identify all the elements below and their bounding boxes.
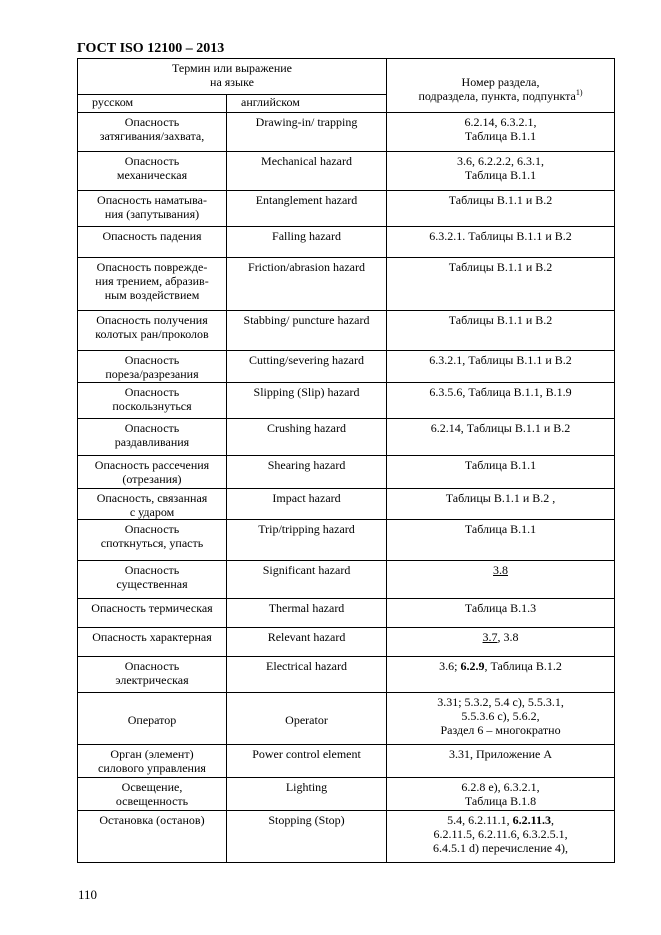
russian-term xyxy=(78,745,227,778)
russian-term xyxy=(78,419,227,456)
cell-line: колотых ран/проколов xyxy=(95,327,209,341)
section-reference xyxy=(387,227,615,258)
cell-line: Раздел 6 – многократно xyxy=(440,723,561,737)
section-number-header-text: подраздела, пункта, подпункта xyxy=(418,88,576,103)
cell-line: Crushing hazard xyxy=(267,421,346,435)
cell-line: 6.2.11.5, 6.2.11.6, 6.3.2.5.1, xyxy=(433,827,568,841)
cell-line: Опасность xyxy=(124,522,180,536)
cell-line: 6.4.5.1 d) перечисление 4), xyxy=(432,841,569,855)
cell-line: Таблица В.1.3 xyxy=(464,601,537,615)
cell-line: 6.3.5.6, Таблица В.1.1, В.1.9 xyxy=(429,385,572,399)
english-term xyxy=(227,191,387,227)
section-reference xyxy=(387,628,615,657)
section-number-header-line1: Номер раздела, xyxy=(461,74,540,89)
cell-line: Significant hazard xyxy=(262,563,351,577)
ref-line xyxy=(389,659,612,673)
russian-term xyxy=(78,191,227,227)
table-row xyxy=(78,628,615,657)
russian-term xyxy=(78,561,227,599)
english-term xyxy=(227,520,387,561)
section-reference xyxy=(387,419,615,456)
table-row xyxy=(78,561,615,599)
cell-line: 5.5.3.6 с), 5.6.2, xyxy=(461,709,540,723)
table-row xyxy=(78,258,615,311)
table-row xyxy=(78,311,615,351)
document-title: ГОСТ ISO 12100 – 2013 xyxy=(77,41,225,56)
cell-line: Опасность xyxy=(124,421,180,435)
cell-line: Опасность падения xyxy=(102,229,202,243)
english-term xyxy=(227,599,387,628)
cell-line: Опасность xyxy=(124,353,180,367)
section-reference xyxy=(387,811,615,863)
cell-line: ния трением, абразив- xyxy=(95,274,209,288)
ref-part: , Таблица В.1.2 xyxy=(484,659,562,673)
cell-line: Опасность характерная xyxy=(92,630,212,644)
cell-line: споткнуться, упасть xyxy=(100,536,204,550)
english-term xyxy=(227,152,387,191)
table-row xyxy=(78,657,615,693)
table-row xyxy=(78,383,615,419)
cell-line: Entanglement hazard xyxy=(255,193,358,207)
english-term xyxy=(227,351,387,383)
english-term xyxy=(227,113,387,152)
cell-line: Impact hazard xyxy=(272,491,341,505)
russian-term xyxy=(78,456,227,489)
cell-line: 6.2.14, Таблицы В.1.1 и В.2 xyxy=(430,421,571,435)
russian-term xyxy=(78,351,227,383)
russian-term xyxy=(78,113,227,152)
cell-line: пореза/разрезания xyxy=(105,367,199,381)
english-term xyxy=(227,778,387,811)
cell-line: ния (запутывания) xyxy=(104,207,200,221)
table-row xyxy=(78,520,615,561)
table-row xyxy=(78,811,615,863)
cell-line: Таблица В.1.1 xyxy=(464,458,537,472)
cell-line: Опасность xyxy=(124,385,180,399)
section-reference xyxy=(387,311,615,351)
ref-line xyxy=(389,630,612,644)
section-reference xyxy=(387,489,615,520)
section-reference xyxy=(387,383,615,419)
english-term xyxy=(227,657,387,693)
cell-line: Shearing hazard xyxy=(267,458,346,472)
cell-line: Cutting/severing hazard xyxy=(249,353,364,367)
cell-line: Electrical hazard xyxy=(266,659,347,673)
table-row xyxy=(78,227,615,258)
table-row xyxy=(78,456,615,489)
english-term xyxy=(227,311,387,351)
cell-line: Таблица В.1.1 xyxy=(464,129,537,143)
cell-line: Drawing-in/ trapping xyxy=(255,115,358,129)
cell-line: Опасность наматыва- xyxy=(97,193,207,207)
cell-line: Stabbing/ puncture hazard xyxy=(243,313,370,327)
ref-part: 3.6; xyxy=(439,659,461,673)
cell-line: Таблицы В.1.1 и В.2 xyxy=(448,193,553,207)
table-row xyxy=(78,351,615,383)
ref-underlined: 3.7 xyxy=(482,630,498,644)
russian-term xyxy=(78,227,227,258)
table-row xyxy=(78,693,615,745)
cell-line: Опасность термическая xyxy=(91,601,213,615)
cell-line: 3.31; 5.3.2, 5.4 с), 5.5.3.1, xyxy=(437,695,564,709)
cell-line: поскользнуться xyxy=(112,399,192,413)
cell-line: Lighting xyxy=(285,780,328,794)
cell-line: Thermal hazard xyxy=(268,601,345,615)
cell-line: существенная xyxy=(116,577,188,591)
cell-line: Таблицы В.1.1 и В.2 xyxy=(448,260,553,274)
section-reference xyxy=(387,258,615,311)
cell-line: Friction/abrasion hazard xyxy=(248,260,365,274)
table-row xyxy=(78,489,615,520)
cell-line: затягивания/захвата, xyxy=(99,129,205,143)
ref-part: 5.4, 6.2.11.1, xyxy=(447,813,513,827)
cell-line: Mechanical hazard xyxy=(261,154,352,168)
cell-line: Опасность, связанная xyxy=(96,491,208,505)
cell-line: Falling hazard xyxy=(272,229,341,243)
footnote-mark: 1) xyxy=(575,87,583,97)
cell-line: Таблицы В.1.1 и В.2 , xyxy=(445,491,556,505)
cell-line: Stopping (Stop) xyxy=(268,813,345,827)
cell-line: Опасность поврежде- xyxy=(96,260,208,274)
ref-bold: 6.2.9 xyxy=(460,659,485,673)
russian-term xyxy=(78,383,227,419)
cell-line: ным воздействием xyxy=(104,288,200,302)
cell-line: 3.31, Приложение А xyxy=(448,747,553,761)
russian-term xyxy=(78,599,227,628)
english-term xyxy=(227,489,387,520)
russian-term xyxy=(78,489,227,520)
cell-line: Опасность рассечения xyxy=(94,458,210,472)
russian-term xyxy=(78,520,227,561)
cell-line: электрическая xyxy=(115,673,189,687)
section-reference xyxy=(387,599,615,628)
cell-line: Опасность xyxy=(124,563,180,577)
cell-line: Опасность xyxy=(124,115,180,129)
ref-bold: 6.2.11.3 xyxy=(512,813,551,827)
cell-line: 6.3.2.1. Таблицы В.1.1 и В.2 xyxy=(429,229,572,243)
cell-line: Освещение, xyxy=(121,780,183,794)
cell-line: с ударом xyxy=(129,505,175,519)
section-reference xyxy=(387,191,615,227)
english-term xyxy=(227,693,387,745)
table-row xyxy=(78,419,615,456)
table-row xyxy=(78,152,615,191)
cell-line: Опасность получения xyxy=(96,313,208,327)
english-term xyxy=(227,227,387,258)
cell-line: 6.3.2.1, Таблицы В.1.1 и В.2 xyxy=(429,353,572,367)
russian-term xyxy=(78,778,227,811)
cell-line: Operator xyxy=(285,712,328,727)
section-reference xyxy=(387,561,615,599)
terms-table xyxy=(77,58,615,863)
terms-body xyxy=(78,113,615,863)
cell-line: освещенность xyxy=(115,794,189,808)
russian-term xyxy=(78,152,227,191)
cell-line: Опасность xyxy=(124,154,180,168)
section-reference xyxy=(387,745,615,778)
ref-line xyxy=(389,563,612,577)
cell-line: Таблица В.1.8 xyxy=(464,794,537,808)
terms-header-line1: Термин или выражение xyxy=(172,61,292,75)
section-reference xyxy=(387,351,615,383)
english-term xyxy=(227,811,387,863)
section-reference xyxy=(387,113,615,152)
section-number-header xyxy=(387,59,615,113)
cell-line: Relevant hazard xyxy=(267,630,346,644)
ref-part: , 3.8 xyxy=(497,630,519,644)
english-term xyxy=(227,745,387,778)
cell-line: 3.6, 6.2.2.2, 6.3.1, xyxy=(457,154,545,168)
terms-header xyxy=(78,59,387,95)
cell-line: Power control element xyxy=(252,747,361,761)
cell-line: Таблица В.1.1 xyxy=(464,168,537,182)
section-reference xyxy=(387,520,615,561)
section-reference xyxy=(387,657,615,693)
cell-line: силового управления xyxy=(98,761,206,775)
table-row xyxy=(78,778,615,811)
ref-part: , xyxy=(550,813,554,827)
english-term xyxy=(227,383,387,419)
russian-term xyxy=(78,258,227,311)
english-term xyxy=(227,561,387,599)
cell-line: механическая xyxy=(116,168,188,182)
table-row xyxy=(78,599,615,628)
english-term xyxy=(227,628,387,657)
section-reference xyxy=(387,152,615,191)
page-number: 110 xyxy=(78,887,98,902)
table-row xyxy=(78,191,615,227)
cell-line: Slipping (Slip) hazard xyxy=(253,385,360,399)
cell-line: 6.2.8 е), 6.3.2.1, xyxy=(461,780,540,794)
english-term xyxy=(227,419,387,456)
section-reference xyxy=(387,456,615,489)
cell-line: Trip/tripping hazard xyxy=(258,522,355,536)
cell-line: Орган (элемент) xyxy=(110,747,194,761)
terms-header-line2: на языке xyxy=(210,75,254,89)
cell-line: раздавливания xyxy=(114,435,190,449)
russian-term xyxy=(78,811,227,863)
cell-line: Оператор xyxy=(127,712,177,727)
cell-line: Опасность xyxy=(124,659,180,673)
russian-column-header: русском xyxy=(78,95,227,113)
english-term xyxy=(227,258,387,311)
ref-line xyxy=(389,813,612,827)
section-reference xyxy=(387,693,615,745)
table-row xyxy=(78,113,615,152)
english-column-header: английском xyxy=(227,95,387,113)
russian-term xyxy=(78,311,227,351)
cell-line: 6.2.14, 6.3.2.1, xyxy=(464,115,537,129)
table-row xyxy=(78,745,615,778)
english-term xyxy=(227,456,387,489)
cell-line: Остановка (останов) xyxy=(99,813,205,827)
russian-term xyxy=(78,693,227,745)
ref-underlined: 3.8 xyxy=(493,563,509,577)
cell-line: Таблицы В.1.1 и В.2 xyxy=(448,313,553,327)
cell-line: Таблица В.1.1 xyxy=(464,522,537,536)
russian-term xyxy=(78,628,227,657)
cell-line: (отрезания) xyxy=(122,472,182,486)
russian-term xyxy=(78,657,227,693)
section-reference xyxy=(387,778,615,811)
section-number-header-line2 xyxy=(389,89,612,103)
